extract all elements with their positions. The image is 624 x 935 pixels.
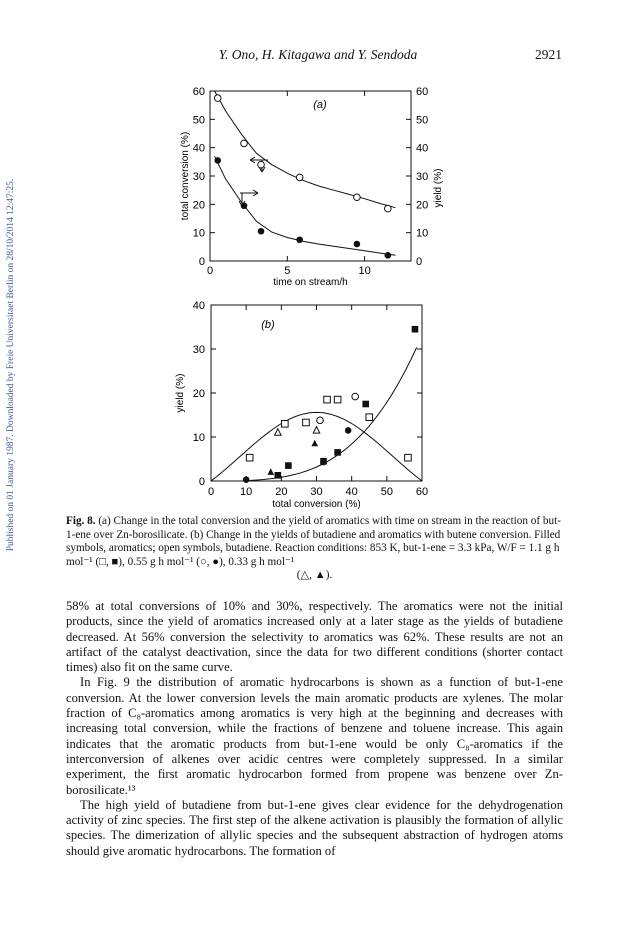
x-tick-label-b: 60 xyxy=(415,486,429,498)
data-point-a-filled-circle xyxy=(214,157,221,164)
x-tick-label-a: 0 xyxy=(206,265,214,277)
data-point-a-open-circle xyxy=(214,95,221,102)
y-tick-label-a-right: 0 xyxy=(416,256,423,268)
figure-caption-last-line: (△, ▲). xyxy=(296,569,333,582)
x-tick-label-b: 30 xyxy=(310,486,323,498)
data-point-b-filled-circle xyxy=(320,459,327,466)
figure-caption-text: (a) Change in the total conversion and the yield of aromatics with time on stream in the reaction of but-1-ene over Zn-borosilicate. (b) Change in the yields of butadiene and aromatics with butene conversion. Filled symbols, aromatics; open symbols, butadiene. Reaction conditions: 853 K, but-1-ene = 3.3 kPa, W/F = 1.1 g h mol⁻¹ (□, ■), 0.55 g h mol⁻¹ (○, ●), 0.33 g h mol⁻¹ xyxy=(66,515,561,568)
figure-caption xyxy=(66,515,563,583)
data-point-b-filled-square xyxy=(412,326,419,333)
x-tick-label-b: 0 xyxy=(207,486,215,498)
figure-caption-label: Fig. 8. xyxy=(66,515,96,527)
data-point-a-filled-circle xyxy=(354,241,361,248)
y-tick-label-a-right: 40 xyxy=(416,142,429,155)
y-tick-label-b: 20 xyxy=(192,388,205,400)
data-point-b-open-triangle xyxy=(275,429,282,436)
data-point-a-filled-circle xyxy=(385,252,392,259)
paragraph-1: 58% at total conversions of 10% and 30%, respectively. The aromatics were not the initial products, since the yield of aromatics increased only at a later stage as the yields of butadiene decreased. At 56% conversion the selectivity to aromatics was 62%. These results are not an artifact of the catalyst deactivation, since the data for two different conditions (shorter contact times) also fit on the same curve. xyxy=(66,599,563,675)
data-point-a-filled-circle xyxy=(296,236,303,243)
data-point-b-open-square xyxy=(405,454,412,461)
page-number: 2921 xyxy=(535,47,562,62)
trend-curve-conversion xyxy=(215,91,396,208)
data-point-b-filled-square xyxy=(362,401,369,408)
panel-label-b: (b) xyxy=(261,319,275,331)
y-tick-label-a-right: 10 xyxy=(416,227,429,240)
data-point-b-open-square xyxy=(246,454,253,461)
y-tick-label-a-left: 30 xyxy=(192,171,205,183)
x-axis-title-a: time on stream/h xyxy=(273,277,348,288)
data-point-a-open-circle xyxy=(258,161,265,168)
data-point-b-filled-square xyxy=(334,449,341,456)
x-tick-label-a: 10 xyxy=(358,265,371,277)
data-point-a-filled-circle xyxy=(241,202,248,209)
y-axis-title-a-right: yield (%) xyxy=(433,168,444,208)
data-point-b-filled-triangle xyxy=(267,468,274,475)
y-tick-label-a-left: 50 xyxy=(192,114,205,127)
y-tick-label-a-right: 30 xyxy=(416,171,429,183)
y-tick-label-b: 0 xyxy=(198,476,205,488)
y-tick-label-a-right: 20 xyxy=(416,199,429,212)
y-tick-label-a-left: 60 xyxy=(192,86,205,98)
y-tick-label-b: 30 xyxy=(192,344,205,356)
plot-frame-a xyxy=(210,91,411,261)
y-tick-label-a-left: 10 xyxy=(192,227,205,240)
data-point-a-open-circle xyxy=(385,205,392,212)
y-tick-label-a-left: 20 xyxy=(192,199,205,212)
y-tick-label-b: 40 xyxy=(192,300,205,312)
data-point-b-open-triangle xyxy=(313,427,320,434)
data-point-a-open-circle xyxy=(296,174,303,181)
x-tick-label-b: 40 xyxy=(345,486,358,498)
x-tick-label-b: 50 xyxy=(380,486,393,498)
arrow-to-right-axis xyxy=(240,190,258,196)
data-point-b-filled-square xyxy=(285,462,292,469)
data-point-b-open-square xyxy=(366,414,373,421)
y-axis-title-a-left: total conversion (%) xyxy=(180,131,191,221)
y-tick-label-a-right: 60 xyxy=(416,86,429,98)
chart-panel-a xyxy=(180,86,444,288)
x-tick-label-a: 5 xyxy=(284,265,291,277)
paragraph-3: The high yield of butadiene from but-1-ene gives clear evidence for the dehydrogenation activity of zinc species. The first step of the alkene activation is plausibly the formation of allylic species. The dimerization of allylic species and the subsequent abstraction of hydrogen atoms should give aromatic hydrocarbons. The formation of xyxy=(66,797,563,858)
data-point-b-open-square xyxy=(324,396,331,403)
x-tick-label-b: 20 xyxy=(275,486,288,498)
x-axis-title-b: total conversion (%) xyxy=(272,499,361,510)
chart-panel-b xyxy=(175,300,428,510)
data-point-b-filled-circle xyxy=(243,476,250,483)
data-point-b-filled-circle xyxy=(345,427,352,434)
data-point-a-open-circle xyxy=(354,194,361,201)
x-tick-label-b: 10 xyxy=(240,486,253,498)
trend-curve-butadiene xyxy=(211,412,422,481)
data-point-b-open-square xyxy=(303,419,310,426)
y-axis-title-b: yield (%) xyxy=(175,373,186,413)
panel-label-a: (a) xyxy=(313,99,327,111)
data-point-a-open-circle xyxy=(241,140,248,147)
y-tick-label-a-left: 0 xyxy=(198,256,205,268)
paragraph-2: In Fig. 9 the distribution of aromatic hydrocarbons is shown as a function of but-1-ene conversion. At the lower conversion levels the main aromatic products are xylenes. The molar fraction of C₈-aromatics among aromatics is very high at the beginning and decreases with increasing total conversion, while the fractions of benzene and toluene increase. This again indicates that the aromatic products from but-1-ene would be only C₈-aromatics if the interconversion of alkenes over acidic centres were completely suppressed. In a similar experiment, the first aromatic hydrocarbon formed from propene was benzene over Zn-borosilicate.¹³ xyxy=(66,675,563,797)
data-point-a-filled-circle xyxy=(258,228,265,235)
y-tick-label-a-left: 40 xyxy=(192,142,205,155)
data-point-b-open-circle xyxy=(317,417,324,424)
data-point-b-open-square xyxy=(334,396,341,403)
running-header-authors: Y. Ono, H. Kitagawa and Y. Sendoda xyxy=(218,47,418,62)
data-point-b-open-circle xyxy=(352,393,359,400)
y-tick-label-a-right: 50 xyxy=(416,114,429,127)
body-text xyxy=(66,599,563,859)
download-watermark-text: Published on 01 January 1987. Downloaded by Freie Universitaet Berlin on 28/10/2014 12:47:25. xyxy=(6,178,16,552)
data-point-b-filled-triangle xyxy=(311,440,318,447)
data-point-b-open-square xyxy=(282,421,289,428)
data-point-b-filled-square xyxy=(275,472,282,479)
y-tick-label-b: 10 xyxy=(192,432,205,444)
